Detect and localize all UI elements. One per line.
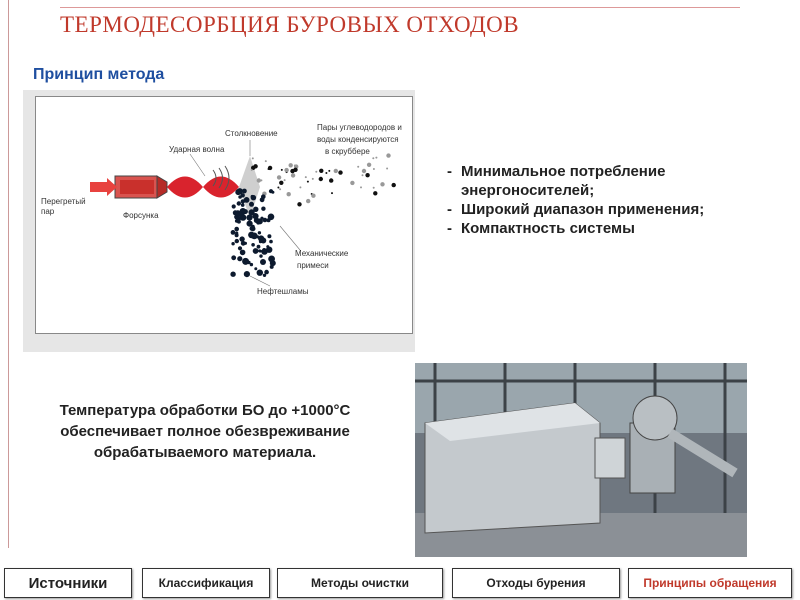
sludge-particle [269,240,273,244]
sludge-particle [231,242,234,245]
vapor-droplet [315,171,317,173]
sludge-particle [240,250,246,256]
side-divider [8,0,9,548]
sludge-particle [235,239,239,243]
sludge-particle [235,232,238,235]
sludge-particle [239,236,244,241]
vapor-droplet [289,163,293,167]
nav-sources[interactable]: Источники [4,568,132,598]
vapor-droplet [307,181,309,183]
sludge-particle [241,203,245,207]
temperature-statement: Температура обработки БО до +1000°С обеспечивает полное обезвреживание обрабатываемого материала. [59,402,351,461]
vapor-droplet [373,187,375,189]
vapor-droplet [277,187,279,189]
sludge-particle [237,256,242,261]
page-title: ТЕРМОДЕСОРБЦИЯ БУРОВЫХ ОТХОДОВ [60,12,520,37]
vapor-droplet [373,191,377,195]
advantage-item: - Компактность системы [445,219,765,238]
vapor-droplet [265,160,267,162]
sludge-particle [250,226,255,231]
vapor-droplet [297,202,301,206]
vapor-droplet [293,168,297,172]
sludge-particle [257,270,263,276]
vapor-droplet [277,175,281,179]
vapor-droplet [328,170,330,172]
vapor-droplet [380,182,384,186]
sludge-particle [244,271,250,277]
sludge-particle [237,212,242,217]
advantages-list [445,162,765,238]
shock-wave-lobe-1 [167,177,203,198]
sludge-particle [259,254,262,257]
sludge-particle [261,248,267,254]
sludge-particle [257,245,261,249]
vapor-droplet [305,176,307,178]
nav-classification[interactable]: Классификация [142,568,270,598]
advantage-item: - Минимальное потребление энергоносителей; [445,162,765,200]
vapor-droplet [260,179,262,181]
vapor-droplet [257,178,261,182]
title-divider [60,7,740,8]
steam-arrow-icon [90,178,117,196]
nozzle-tip [157,176,167,198]
sludge-particle [237,201,241,205]
vapor-droplet [375,157,377,159]
leader-line [190,154,205,176]
sludge-particle [230,272,235,277]
sludge-particle [251,195,254,198]
sludge-particle [242,189,247,194]
vapor-droplet [268,166,272,170]
sludge-particle [260,259,266,265]
vapor-droplet [287,192,291,196]
vapor-droplet [279,188,281,190]
label-shock-wave: Ударная волна [169,145,225,154]
vapor-droplet [252,157,254,159]
label-vapors-2: воды конденсируются [317,135,399,144]
sludge-particle [269,189,273,193]
vapor-droplet [334,169,338,173]
sludge-particle [259,240,262,243]
nav-handling-principles[interactable]: Принципы обращения [628,568,792,598]
sludge-particle [263,218,268,223]
nav-drilling-waste[interactable]: Отходы бурения [452,568,620,598]
vapor-droplets [251,153,396,206]
label-vapors-3: в скруббере [325,147,370,156]
vapor-droplet [338,170,342,174]
sludge-particle [249,202,254,207]
vapor-droplet [360,186,362,188]
vapor-droplet [362,169,366,173]
vapor-droplet [306,199,310,203]
sludge-particle [266,245,269,248]
vapor-droplet [251,169,253,171]
sludge-particle [231,230,236,235]
sludge-particle [247,221,253,227]
sludge-particle [270,265,274,269]
equipment-photo [415,363,747,557]
vapor-droplet [279,181,283,185]
sludge-particle [261,194,266,199]
vapor-droplet [294,165,296,167]
leader-line [280,226,300,250]
photo-control-box [595,438,625,478]
sludge-particle [261,207,265,211]
sludge-particle [237,220,241,224]
sludge-particle [235,189,241,195]
label-collision: Столкновение [225,129,278,138]
vapor-droplet [284,168,288,172]
vapor-droplet [357,166,359,168]
sludge-particle [258,249,261,252]
sludge-particle [234,227,239,232]
sludge-particle [248,232,255,239]
nozzle-core [120,180,154,194]
sludge-particle [267,234,271,238]
vapor-droplet [325,172,327,174]
vapor-droplet [331,192,333,194]
sludge-particle [244,197,250,203]
sludge-particle [238,246,242,250]
vapor-droplet [386,153,390,157]
vapor-droplet [362,174,364,176]
vapor-droplet [312,178,314,180]
vapor-droplet [365,173,369,177]
sludge-particle [268,256,275,263]
sludge-particle [252,213,258,219]
vapor-droplet [367,163,371,167]
label-steam-1: Перегретый [41,197,86,206]
sludge-particle [264,270,269,275]
label-impurities-1: Механические [295,249,349,258]
vapor-droplet [350,181,354,185]
vapor-droplet [373,168,375,170]
sludge-particle [231,255,236,260]
label-steam-2: пар [41,207,55,216]
shock-wave-lobe-2 [203,177,239,198]
vapor-droplet [319,169,323,173]
sludge-particle [238,195,242,199]
vapor-droplet [284,179,286,181]
advantage-item: - Широкий диапазон применения; [445,200,765,219]
leader-line [250,276,270,286]
sludge-particle [253,248,259,254]
label-impurities-2: примеси [297,261,329,270]
sludge-particle [268,214,275,221]
vapor-droplet [253,164,257,168]
label-vapors-1: Пары углеводородов и [317,123,402,132]
section-subtitle: Принцип метода [33,66,165,83]
vapor-droplet [281,169,283,171]
nav-cleaning-methods[interactable]: Методы очистки [277,568,443,598]
sludge-particle [251,243,255,247]
thermodesorption-diagram [35,96,413,334]
vapor-droplet [291,173,295,177]
sludge-particle [232,204,236,208]
vapor-droplet [311,194,315,198]
label-sludge: Нефтешламы [257,287,309,296]
vapor-droplet [386,168,388,170]
sludge-particle [254,267,257,270]
vapor-droplet [392,183,396,187]
label-nozzle: Форсунка [123,211,159,220]
sludge-particle [258,231,261,234]
sludge-particle [242,258,249,265]
vapor-droplet [319,177,323,181]
vapor-droplet [372,157,374,159]
vapor-droplet [329,178,333,182]
vapor-droplet [299,186,301,188]
